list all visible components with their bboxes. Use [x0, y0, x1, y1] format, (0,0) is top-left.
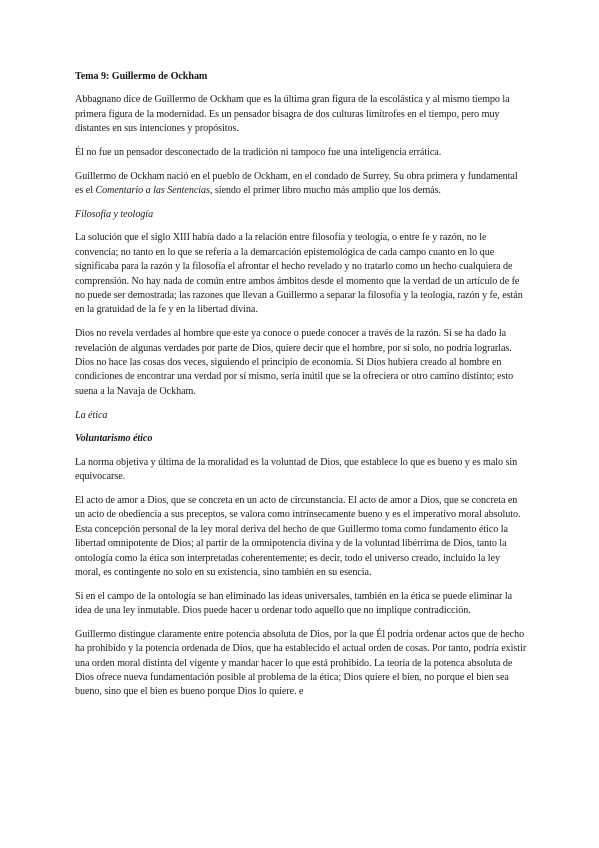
paragraph-tradition: Él no fue un pensador desconectado de la tradición ni tampoco fue una inteligencia errática.: [75, 146, 442, 158]
paragraph-moral-norm: La norma objetiva y última de la moralidad es la voluntad de Dios, que establece lo que es bueno y es malo sin equivocarse.: [75, 456, 518, 483]
paragraph-biography-text-1: Guillermo de Ockham nació en el pueblo de Ockham, en el condado de Surrey. Su obra primera y fundamental es el: [75, 170, 518, 197]
document-title: Tema 9: Guillermo de Ockham: [75, 71, 208, 82]
paragraph-faith-reason: La solución que el siglo XIII había dado a la relación entre filosofía y teología, o entre fe y razón, no le convencía; no tanto en lo que se refería a la demarcación epistemológica de cada campo cuanto en lo que significaba para la razón y la filosofía el afrontar el hecho revelado y no tratarlo como un hecho cualquiera de comprensión. No hay nada de común entre ambos ámbitos desde el momento que la verdad de un artículo de fe no puede ser demostrada; las razones que llevan a Guillermo a separar la filosofía y la teología, razón y fe, están en la gratuidad de la fe y en la libertad divina.: [75, 232, 523, 316]
paragraph-biography: [75, 170, 527, 199]
paragraph-intro: Abbagnano dice de Guillermo de Ockham que es la última gran figura de la escolástica y al mismo tiempo la primera figura de la modernidad. Es un pensador bisagra de dos culturas limítrofes en el tiempo, pero muy distantes en sus intenciones y propósitos.: [75, 94, 510, 135]
paragraph-love-of-god: El acto de amor a Dios, que se concreta en un acto de circunstancia. El acto de amor a Dios, que se concreta en un acto de obediencia a sus preceptos, se valora como intrínsecamente bueno y es el imperativo moral absoluto. Esta concepción personal de la ley moral deriva del hecho de que Guillermo toma como fundamento ético la libertad omnipotente de Dios; al partir de la omnipotencia divina y de la voluntad libérrima de Dios, tanto la ontología como la ética son interpretadas coherentemente; es decir, todo el universo creado, incluido la ley moral, es contingente no solo en su existencia, sino también en su esencia.: [75, 495, 521, 579]
document-body: [75, 70, 527, 709]
book-title: Comentario a las Sentencias: [95, 185, 210, 197]
paragraph-biography-text-2: , siendo el primer libro mucho más amplio que los demás.: [209, 185, 441, 197]
paragraph-ontology: Si en el campo de la ontología se han eliminado las ideas universales, también en la ética se puede eliminar la idea de una ley inmutable. Dios puede hacer u ordenar todo aquello que no implique contradicción.: [75, 590, 513, 617]
paragraph-revelation: Dios no revela verdades al hombre que este ya conoce o puede conocer a través de la razón. Si se ha dado la revelación de algunas verdades por parte de Dios, quiere decir que el hombre, por sí solo, no podría lograrlas. Dios no hace las cosas dos veces, siguiendo el principio de economía. Si Dios hubiera creado al hombre en condiciones de encontrar una verdad por sí mismo, sería inútil que se la ofreciera or otro camino distinto; esto suena a la Navaja de Ockham.: [75, 328, 514, 397]
section-heading-filosofia: Filosofía y teología: [75, 208, 154, 220]
paragraph-absolute-power: Guillermo distingue claramente entre potencia absoluta de Dios, por la que Él podría ordenar actos que de hecho ha prohibido y la potencia ordenada de Dios, que ha establecido el actual orden de cosas. Por tanto, podría existir una orden moral distinta del vigente y mandar hacer lo que está prohibido. La teoría de la potenca absoluta de Dios ofrece nueva fundamentación posible al problema de la ética; Dios quiere el bien, no porque el bien sea bueno, sino que el bien es bueno porque Dios lo quiere. e: [75, 628, 527, 698]
subsection-heading-voluntarismo: Voluntarismo ético: [75, 433, 153, 445]
section-heading-etica: La ética: [75, 409, 108, 421]
